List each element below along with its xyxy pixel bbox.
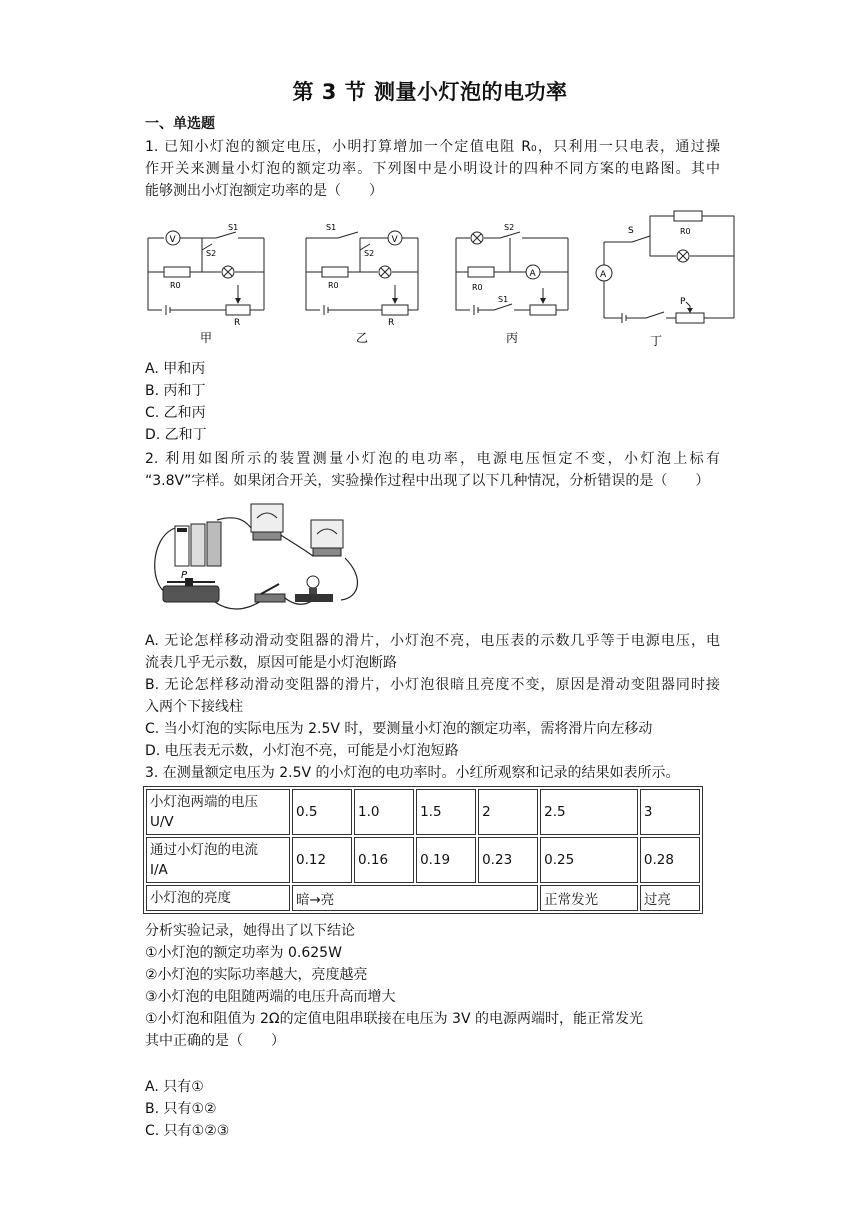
- caption-ding: 丁: [650, 334, 663, 348]
- voltmeter-label: V: [169, 235, 176, 245]
- circuit-yi: [298, 210, 438, 350]
- q1-line-2: 作开关来测量小灯泡的额定功率。下列图中是小明设计的四种不同方案的电路图。其中: [145, 161, 720, 177]
- table-row: [146, 789, 700, 835]
- q3-option-b: B. 只有①②: [145, 1101, 217, 1117]
- table-cell: 2: [478, 789, 538, 835]
- data-table: [143, 786, 703, 914]
- q2-option-a-line-1: A. 无论怎样移动滑动变阻器的滑片，小灯泡不亮，电压表的示数几乎等于电源电压，电: [145, 633, 720, 649]
- q2-option-d: D. 电压表无示数，小灯泡不亮，可能是小灯泡短路: [145, 743, 459, 759]
- table-cell: 2.5: [540, 789, 638, 835]
- switch-s1-label: S1: [498, 295, 509, 304]
- rheostat-r-label: R: [234, 318, 241, 328]
- voltmeter-icon: [311, 520, 343, 556]
- slider-p-label: P: [680, 297, 686, 307]
- q3-conclusion-3: ③小灯泡的电阻随两端的电压升高而增大: [145, 989, 396, 1005]
- rheostat-r-label: R: [388, 318, 395, 328]
- q3-prompt: 其中正确的是（ ）: [145, 1033, 285, 1049]
- switch-s2-label: S2: [206, 249, 217, 258]
- rheostat-icon: [163, 578, 219, 602]
- switch-s1-label: S1: [326, 223, 337, 232]
- q2-line-1: 2. 利用如图所示的装置测量小灯泡的电功率，电源电压恒定不变，小灯泡上标有: [145, 451, 720, 467]
- section-heading: 一、单选题: [145, 116, 215, 132]
- q1-option-c: C. 乙和丙: [145, 405, 206, 421]
- table-cell: 3: [640, 789, 700, 835]
- table-cell: 0.5: [292, 789, 352, 835]
- table-cell: 0.28: [640, 837, 700, 883]
- circuit-ding: [592, 200, 752, 350]
- switch-s-label: S: [628, 226, 634, 236]
- resistor-r0-label: R0: [680, 227, 691, 236]
- page-title: 第 3 节 测量小灯泡的电功率: [292, 80, 568, 104]
- switch-s1-label: S1: [228, 223, 239, 232]
- resistor-r0-label: R0: [170, 281, 181, 290]
- caption-yi: 乙: [356, 331, 369, 345]
- table-cell: 0.25: [540, 837, 638, 883]
- switch-s2-label: S2: [504, 223, 515, 232]
- table-row-header: 小灯泡两端的电压 U/V: [146, 789, 290, 835]
- q2-line-2: “3.8V”字样。如果闭合开关，实验操作过程中出现了以下几种情况，分析错误的是（ ）: [145, 473, 710, 489]
- table-row: [146, 885, 700, 911]
- table-cell: 0.16: [354, 837, 414, 883]
- switch-s2-label: S2: [364, 249, 375, 258]
- q2-option-a-line-2: 流表几乎无示数，原因可能是小灯泡断路: [145, 655, 397, 671]
- resistor-r0-label: R0: [328, 281, 339, 290]
- slider-p-label: P: [181, 570, 188, 581]
- q1-line-3: 能够测出小灯泡额定功率的是（ ）: [145, 183, 383, 199]
- table-cell: 1.5: [416, 789, 476, 835]
- q3-conclusion-2: ②小灯泡的实际功率越大，亮度越亮: [145, 967, 368, 983]
- table-row: [146, 837, 700, 883]
- q3-option-a: A. 只有①: [145, 1079, 204, 1095]
- q1-option-a: A. 甲和丙: [145, 361, 206, 377]
- circuit-jia: [140, 210, 280, 350]
- battery-icon: [175, 522, 221, 566]
- bulb-icon: [295, 576, 333, 602]
- table-cell: 1.0: [354, 789, 414, 835]
- q1-line-1: 1. 已知小灯泡的额定电压，小明打算增加一个定值电阻 R₀，只利用一只电表，通过操: [145, 139, 720, 155]
- q2-option-b-line-2: 入两个下接线柱: [145, 699, 243, 715]
- table-cell: 暗→亮: [292, 885, 538, 911]
- ammeter-label: A: [529, 269, 536, 279]
- q2-option-c: C. 当小灯泡的实际电压为 2.5V 时，要测量小灯泡的额定功率，需将滑片向左移动: [145, 721, 653, 737]
- q3-after-line-1: 分析实验记录，她得出了以下结论: [145, 923, 355, 939]
- table-cell: 0.19: [416, 837, 476, 883]
- q3-intro: 3. 在测量额定电压为 2.5V 的小灯泡的电功率时。小红所观察和记录的结果如表所示。: [145, 765, 680, 781]
- q1-option-d: D. 乙和丁: [145, 427, 207, 443]
- q3-option-c: C. 只有①②③: [145, 1123, 230, 1139]
- q3-conclusion-1: ①小灯泡的额定功率为 0.625W: [145, 945, 342, 961]
- voltmeter-label: V: [391, 235, 398, 245]
- caption-bing: 丙: [506, 331, 519, 345]
- table-cell: 0.12: [292, 837, 352, 883]
- table-cell: 过亮: [640, 885, 700, 911]
- table-cell: 0.23: [478, 837, 538, 883]
- resistor-r0-label: R0: [472, 283, 483, 292]
- caption-jia: 甲: [200, 331, 213, 345]
- switch-icon: [255, 584, 285, 602]
- q3-conclusion-4: ①小灯泡和阻值为 2Ω的定值电阻串联接在电压为 3V 的电源两端时，能正常发光: [145, 1011, 643, 1027]
- q1-option-b: B. 丙和丁: [145, 383, 206, 399]
- table-cell: 正常发光: [540, 885, 638, 911]
- q2-option-b-line-1: B. 无论怎样移动滑动变阻器的滑片，小灯泡很暗且亮度不变，原因是滑动变阻器同时接: [145, 677, 720, 693]
- circuit-bing: [448, 210, 588, 350]
- ammeter-label: A: [600, 270, 607, 280]
- table-row-header: 通过小灯泡的电流 I/A: [146, 837, 290, 883]
- ammeter-icon: [251, 504, 283, 540]
- apparatus-illustration: [145, 498, 380, 618]
- table-row-header: 小灯泡的亮度: [146, 885, 290, 911]
